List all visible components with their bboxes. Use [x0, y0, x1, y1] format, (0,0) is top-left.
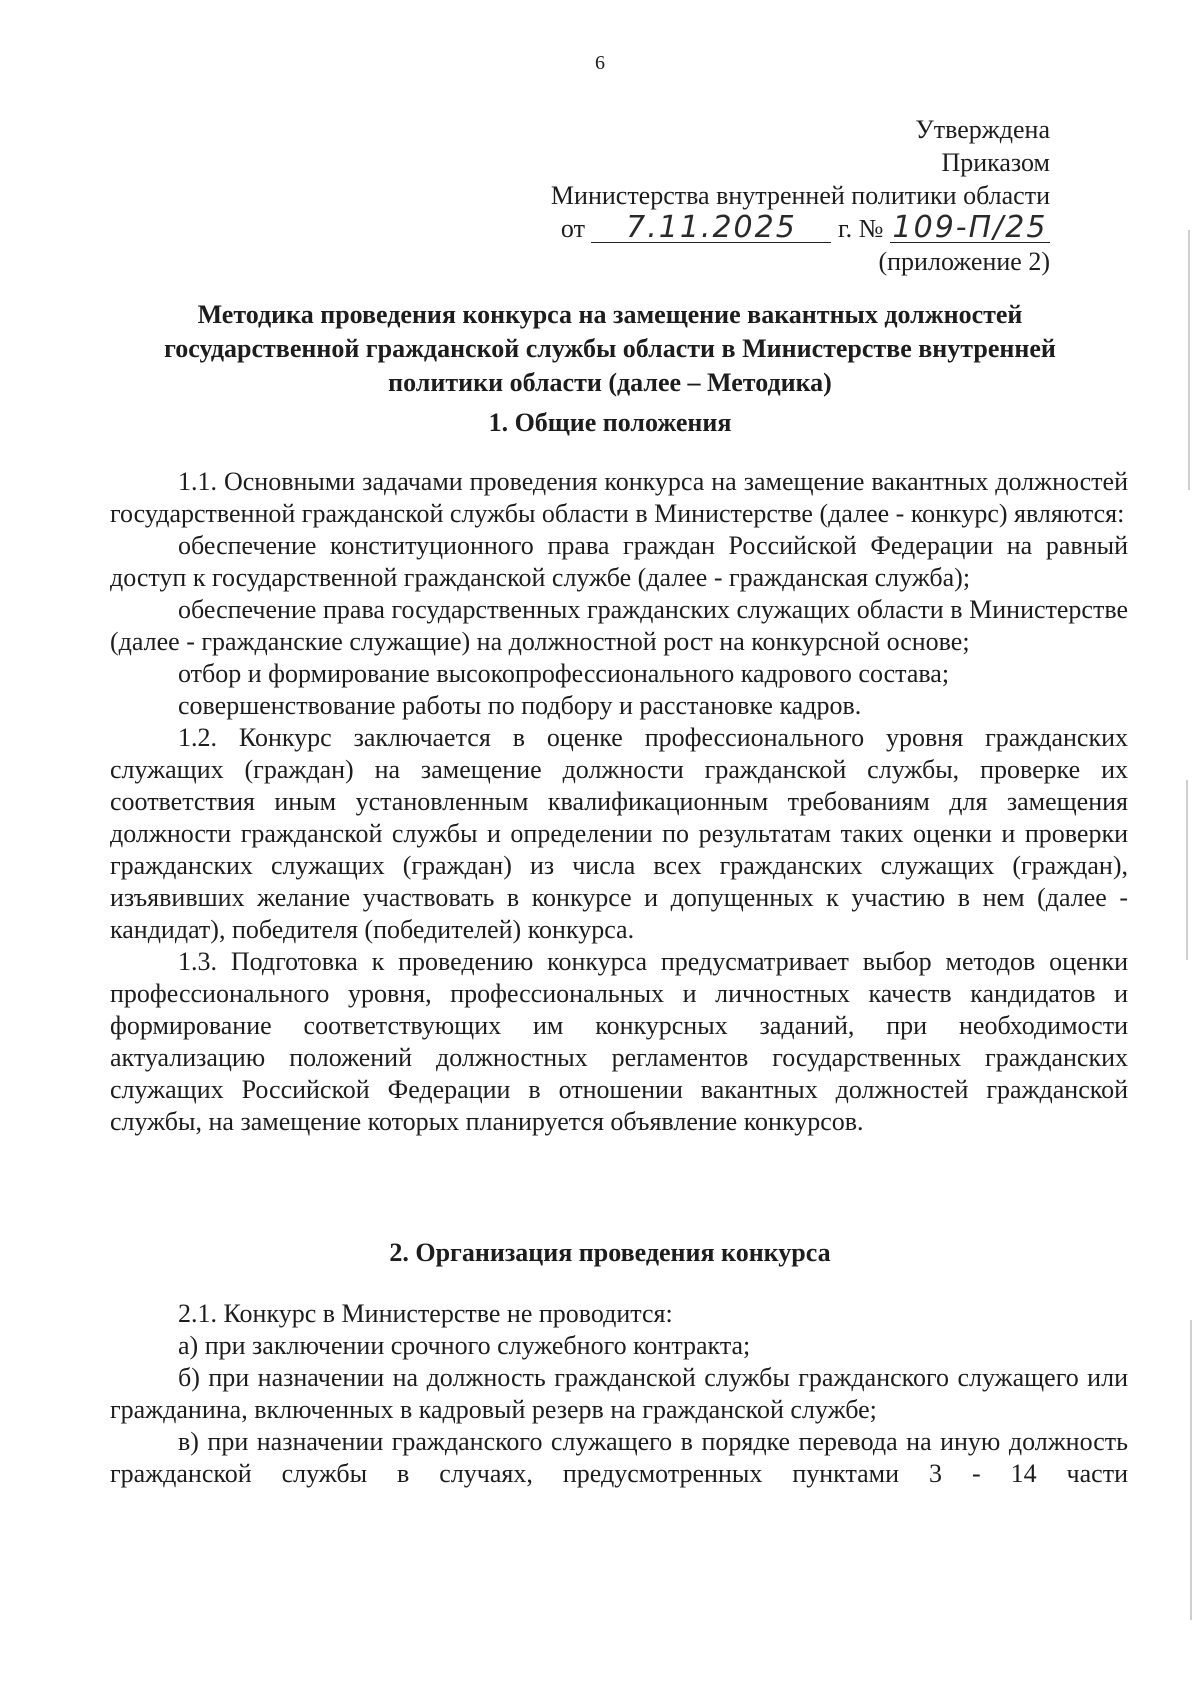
paragraph: в) при назначении гражданского служащего в порядке перевода на иную должность гражданской службы в случаях, предусмотренных пунктами 3 - 14 части: [110, 1427, 1128, 1488]
section-2-body: [110, 1298, 1128, 1490]
paragraph: 1.2. Конкурс заключается в оценке профессионального уровня гражданских служащих (граждан) на замещение должности гражданской службы, проверке их соответствия иным установленным квалификационным требованиям для замещения должности гражданской службы и определении по результатам таких оценки и проверки гражданских служащих (граждан) из числа всех гражданских служащих (граждан), изъявивших желание участвовать в конкурсе и допущенных к участию в нем (далее - кандидат), победителя (победителей) конкурса.: [110, 723, 1128, 944]
paragraph: совершенствование работы по подбору и расстановке кадров.: [178, 691, 862, 720]
paragraph: 2.1. Конкурс в Министерстве не проводится:: [178, 1299, 673, 1328]
handwritten-number: 109-П/25: [892, 210, 1048, 245]
paragraph: 1.1. Основными задачами проведения конкурса на замещение вакантных должностей государственной гражданской службы области в Министерстве (далее - конкурс) являются:: [110, 467, 1128, 528]
date-prefix: от: [560, 214, 585, 243]
section-1-heading: 1. Общие положения: [488, 408, 732, 437]
number-field: [890, 210, 1050, 245]
section-1-body: [110, 466, 1128, 1138]
approval-block: [350, 113, 1050, 278]
document-title: Методика проведения конкурса на замещение вакантных должностей государственной гражданской службы области в Министерстве внутренней политики области (далее – Методика): [164, 300, 1056, 397]
date-field: [591, 210, 831, 245]
approval-ministry: Министерства внутренней политики области: [550, 181, 1050, 210]
scan-edge-line: [1190, 1320, 1192, 1620]
scan-edge-line: [1186, 780, 1188, 960]
handwritten-date: 7.11.2025: [626, 210, 797, 245]
paragraph: 1.3. Подготовка к проведению конкурса предусматривает выбор методов оценки профессионального уровня, профессиональных и личностных качеств кандидатов и формирование соответствующих им конкурсных заданий, при необходимости актуализацию положений должностных регламентов государственных гражданских служащих Российской Федерации в отношении вакантных должностей гражданской службы, на замещение которых планируется объявление конкурсов.: [110, 947, 1128, 1136]
approval-date-line: [350, 212, 1050, 245]
paragraph: отбор и формирование высокопрофессионального кадрового состава;: [178, 659, 950, 688]
approval-label: Утверждена: [915, 115, 1050, 144]
scan-edge-line: [1188, 230, 1190, 490]
page-number: 6: [595, 52, 605, 74]
approval-order-label: Приказом: [941, 148, 1050, 177]
paragraph: а) при заключении срочного служебного контракта;: [178, 1331, 751, 1360]
paragraph: обеспечение конституционного права граждан Российской Федерации на равный доступ к государственной гражданской службе (далее - гражданская служба);: [110, 531, 1128, 592]
section-2-heading: 2. Организация проведения конкурса: [389, 1238, 831, 1267]
approval-appendix: (приложение 2): [878, 247, 1050, 276]
paragraph: обеспечение права государственных гражданских служащих области в Министерстве (далее - гражданские служащие) на должностной рост на конкурсной основе;: [110, 595, 1128, 656]
number-prefix: г. №: [837, 214, 884, 243]
paragraph: б) при назначении на должность гражданской службы гражданского служащего или гражданина, включенных в кадровый резерв на гражданской службе;: [110, 1363, 1128, 1424]
